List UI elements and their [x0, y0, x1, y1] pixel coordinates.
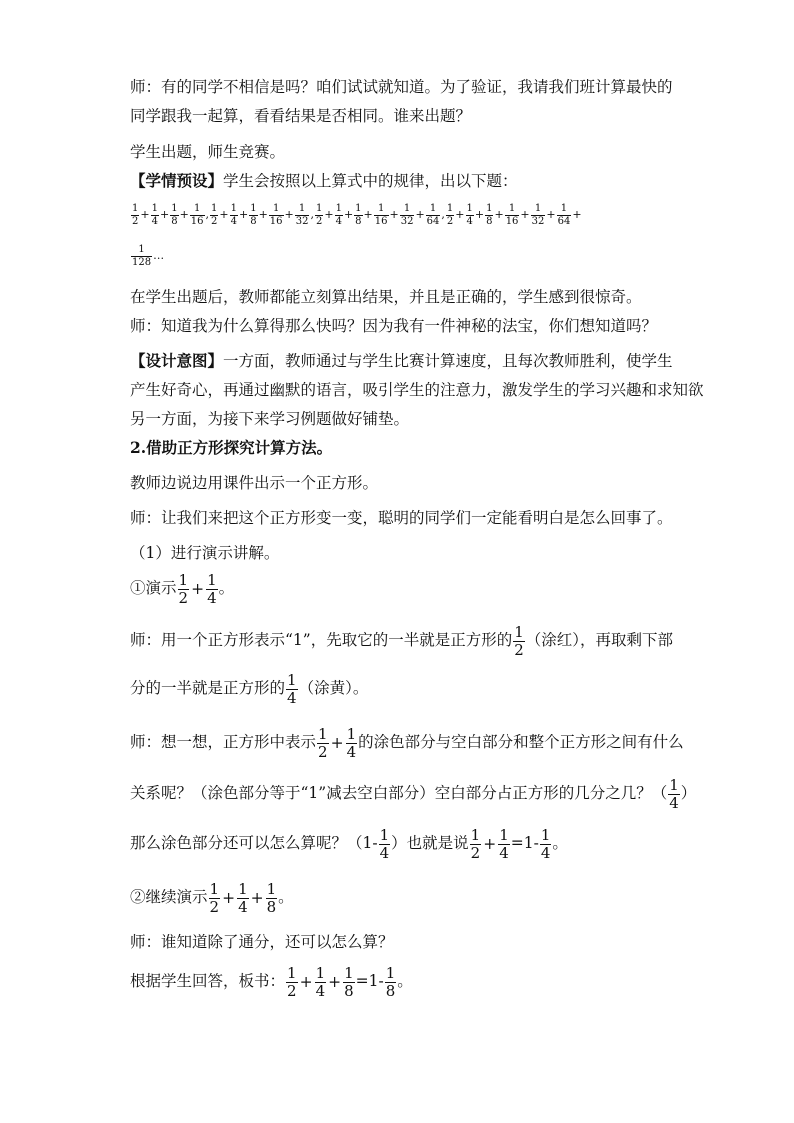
formula-line: 分的一半就是正方形的 $\frac{1}{4}$ （涂黄）。 [130, 670, 369, 707]
formula-line: ①演示 $\frac{1}{2}$ + $\frac{1}{4}$ 。 [130, 570, 235, 607]
fraction: $\frac{1}{8}$ [385, 963, 396, 1000]
fraction: $\frac{1}{4}$ [287, 670, 297, 707]
fraction: $\frac{1}{2}$ [209, 879, 220, 916]
fraction: $\frac{1}{16}$ [269, 202, 283, 227]
formula-line: ②继续演示 $\frac{1}{2}$ + $\frac{1}{4}$ + $\frac{1}{8}$ 。 [130, 879, 294, 916]
paragraph: 另一方面，为接下来学习例题做好铺垫。 [130, 410, 410, 428]
paragraph: 教师边说边用课件出示一个正方形。 [130, 474, 379, 492]
fraction: $\frac{1}{2}$ [318, 724, 328, 761]
paragraph: 在学生出题后，教师都能立刻算出结果，并且是正确的，学生感到很惊奇。 [130, 288, 642, 306]
fraction: $\frac{1}{8}$ [171, 202, 178, 227]
formula-line: 关系呢？（涂色部分等于“1”减去空白部分）空白部分占正方形的几分之几？（ $\frac{1}{4}$ ） [130, 775, 697, 812]
fraction: $\frac{1}{4}$ [540, 825, 551, 862]
fraction: $\frac{1}{2}$ [470, 825, 481, 862]
formula-line: 师：想一想，正方形中表示 $\frac{1}{2}$ + $\frac{1}{4}$ 的涂色部分与空白部分和整个正方形之间有什么 [130, 724, 684, 761]
fraction: $\frac{1}{8}$ [250, 202, 257, 227]
paragraph: 师：让我们来把这个正方形变一变，聪明的同学们一定能看明白是怎么回事了。 [130, 509, 673, 527]
fraction: $\frac{1}{2}$ [178, 570, 189, 607]
formula-line: 师：用一个正方形表示“1”，先取它的一半就是正方形的 $\frac{1}{2}$ （涂红），再取剩下部 [130, 622, 674, 659]
fraction: $\frac{1}{32}$ [400, 202, 414, 227]
paragraph: 同学跟我一起算，看看结果是否相同。谁来出题？ [130, 107, 472, 125]
section-tag: 【设计意图】 [130, 351, 224, 370]
section-heading: 2.借助正方形探究计算方法。 [130, 438, 333, 457]
paragraph: 师：有的同学不相信是吗？咱们试试就知道。为了验证，我请我们班计算最快的 [130, 78, 673, 96]
fraction: $\frac{1}{4}$ [315, 963, 326, 1000]
fraction-series: $\frac{1}{2}$ + $\frac{1}{4}$ + $\frac{1}{8}$ + $\frac{1}{16}$ , $\frac{1}{2}$ + $\frac{1}{4}$ + $\frac{1}{8}$ + $\frac{1}{16}$ + $\frac{1}{32}$ , $\frac{1}{2}$ + $\frac{1}{4}$ + $\frac{1}{8}$ + $\frac{1}{16}$ + $\frac{1}{32}$ + $\frac{1}{64}$ , $\frac{1}{2}$ + $\frac{1}{4}$ + $\frac{1}{8}$ + $\frac{1}{16}$ + $\frac{1}{32}$ + $\frac{1}{64}$ + [132, 202, 582, 227]
paragraph: 师：谁知道除了通分，还可以怎么算？ [130, 933, 394, 951]
paragraph: 【学情预设】学生会按照以上算式中的规律，出以下题： [130, 171, 518, 190]
fraction: $\frac{1}{4}$ [346, 724, 357, 761]
fraction: $\frac{1}{2}$ [132, 202, 139, 227]
fraction: $\frac{1}{128}$ [132, 243, 152, 268]
fraction: $\frac{1}{2}$ [514, 622, 524, 659]
paragraph: 师：知道我为什么算得那么快吗？因为我有一件神秘的法宝，你们想知道吗？ [130, 317, 658, 335]
fraction: $\frac{1}{4}$ [466, 202, 473, 227]
fraction: $\frac{1}{4}$ [230, 202, 237, 227]
fraction: $\frac{1}{4}$ [335, 202, 342, 227]
paragraph: 【设计意图】一方面，教师通过与学生比赛计算速度，且每次教师胜利，使学生 [130, 351, 673, 370]
fraction: $\frac{1}{32}$ [531, 202, 545, 227]
fraction: $\frac{1}{16}$ [190, 202, 204, 227]
fraction: $\frac{1}{8}$ [355, 202, 362, 227]
fraction: $\frac{1}{8}$ [344, 963, 354, 1000]
paragraph: 学生出题，师生竞赛。 [130, 143, 286, 161]
fraction: $\frac{1}{32}$ [295, 202, 309, 227]
fraction: $\frac{1}{4}$ [238, 879, 248, 916]
fraction: $\frac{1}{16}$ [505, 202, 519, 227]
fraction: $\frac{1}{4}$ [379, 825, 390, 862]
fraction-series-continued: $\frac{1}{128}$ … [132, 243, 165, 268]
fraction: $\frac{1}{64}$ [557, 202, 571, 227]
fraction: $\frac{1}{2}$ [211, 202, 218, 227]
paragraph: （1）进行演示讲解。 [130, 544, 280, 562]
fraction: $\frac{1}{8}$ [486, 202, 493, 227]
section-tag: 【学情预设】 [130, 171, 224, 190]
fraction: $\frac{1}{2}$ [446, 202, 454, 227]
paragraph: 产生好奇心，再通过幽默的语言，吸引学生的注意力，激发学生的学习兴趣和求知欲 [130, 381, 704, 399]
formula-line: 那么涂色部分还可以怎么算呢？（1- $\frac{1}{4}$ ）也就是说 $\frac{1}{2}$ + $\frac{1}{4}$ =1- $\frac{1}{4}$ 。 [130, 825, 568, 862]
fraction: $\frac{1}{4}$ [151, 202, 158, 227]
fraction: $\frac{1}{8}$ [266, 879, 277, 916]
fraction: $\frac{1}{16}$ [374, 202, 388, 227]
formula-line: 根据学生回答，板书： $\frac{1}{2}$ + $\frac{1}{4}$ + $\frac{1}{8}$ =1- $\frac{1}{8}$ 。 [130, 963, 413, 1000]
fraction: $\frac{1}{2}$ [287, 963, 297, 1000]
fraction: $\frac{1}{64}$ [426, 202, 440, 227]
fraction: $\frac{1}{2}$ [315, 202, 323, 227]
fraction: $\frac{1}{4}$ [499, 825, 509, 862]
fraction: $\frac{1}{4}$ [207, 570, 217, 607]
fraction: $\frac{1}{4}$ [669, 775, 679, 812]
